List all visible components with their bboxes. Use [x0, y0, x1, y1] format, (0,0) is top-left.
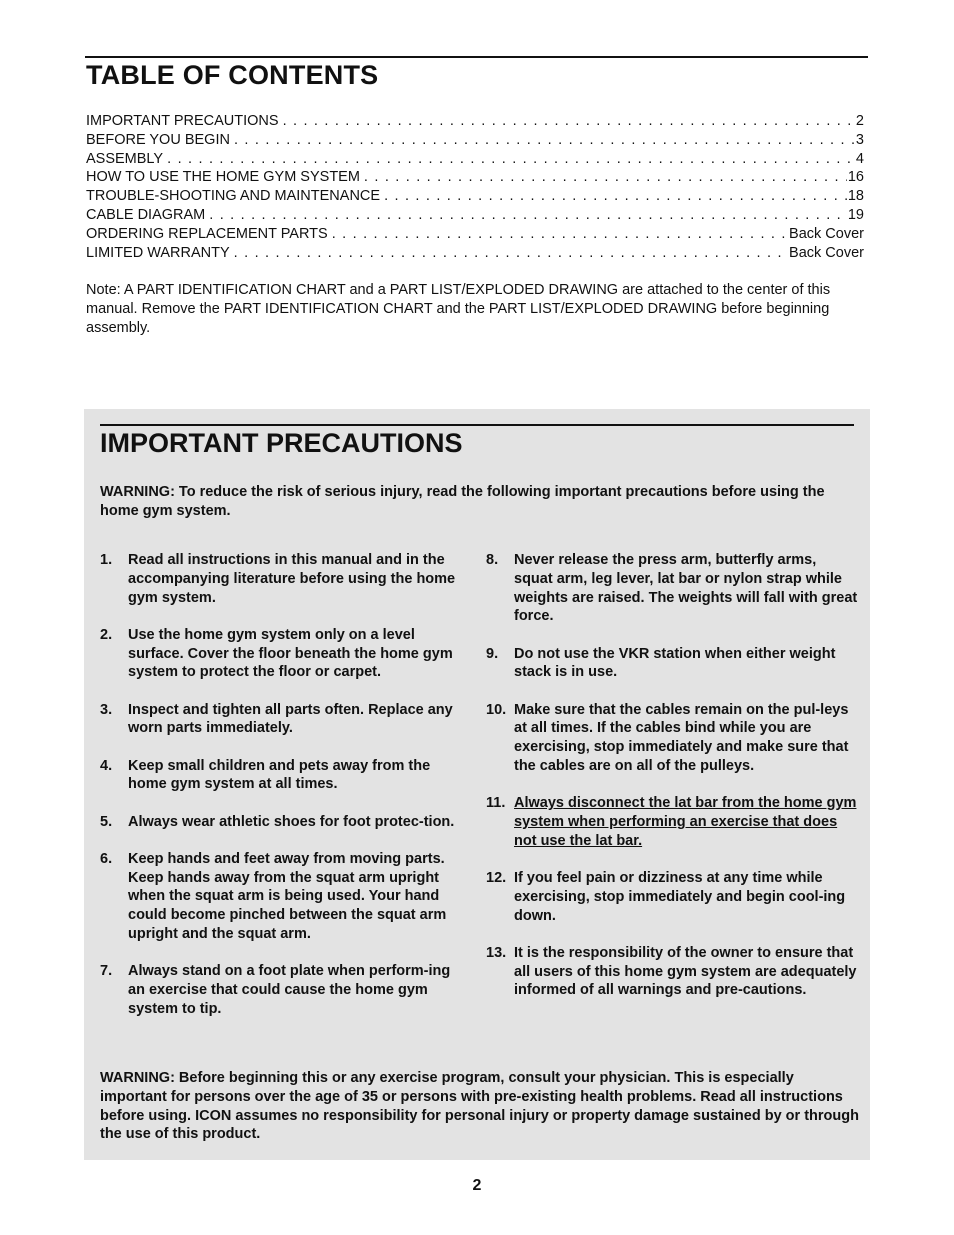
precautions-right-column: [486, 551, 858, 1018]
precaution-item: [486, 944, 858, 1000]
precaution-item: [100, 551, 470, 607]
toc-title: TABLE OF CONTENTS: [86, 60, 379, 90]
warning-bottom: WARNING: Before beginning this or any exercise program, consult your physician. This is especially important for persons over the age of 35 or persons with pre-existing health problems. Read all instructions before using. ICON assumes no responsibility for personal injury or property damage sustained by or through the use of this product.: [100, 1070, 859, 1143]
toc-entry-page: 18: [847, 188, 864, 205]
toc-leader-dots: [234, 131, 855, 150]
warning-top: WARNING: To reduce the risk of serious injury, read the following important precautions before using the home gym system.: [100, 484, 825, 519]
toc-entry[interactable]: [86, 244, 864, 263]
precaution-number: 12.: [486, 869, 507, 886]
precaution-number: 10.: [486, 701, 507, 718]
page-number: 2: [472, 1177, 482, 1194]
toc-entry-label: ASSEMBLY: [86, 150, 167, 169]
precaution-item: [100, 701, 470, 739]
precaution-text-underlined: Always disconnect the lat bar from the home gym system when performing an exercise that does not use the lat bar.: [514, 795, 857, 849]
precaution-number: 4.: [100, 757, 113, 774]
precaution-text: Inspect and tighten all parts often. Replace any worn parts immediately.: [128, 701, 453, 737]
precaution-number: 1.: [100, 552, 113, 568]
precautions-left-column: [100, 551, 470, 1037]
toc-entry-page: 3: [855, 131, 864, 148]
precautions-panel: [84, 409, 870, 1160]
toc-note: Note: A PART IDENTIFICATION CHART and a PART LIST/EXPLODED DRAWING are attached to the center of this manual. Remove the PART IDENTIFICATION CHART and the PART LIST/EXPLODED DRAWING before beginning assembly.: [86, 282, 831, 336]
toc-entry[interactable]: [86, 206, 864, 225]
toc-entry-label: CABLE DIAGRAM: [86, 206, 209, 225]
toc-leader-dots: [167, 150, 855, 169]
toc-entry-page: 2: [855, 113, 864, 129]
toc-entry[interactable]: [86, 131, 864, 150]
toc-entry[interactable]: [86, 168, 864, 187]
toc-leader-dots: [234, 244, 788, 263]
precaution-number: 11.: [486, 795, 506, 812]
toc-entry[interactable]: [86, 225, 864, 244]
precaution-item: [486, 701, 858, 776]
precaution-item: [486, 869, 858, 925]
toc-leader-dots: [209, 206, 847, 225]
precaution-text: Keep hands and feet away from moving parts. Keep hands away from the squat arm upright when the squat arm is being used. Your hand could become pinched between the squat arm upright and the squat arm.: [128, 850, 447, 942]
precaution-item: [100, 757, 470, 795]
toc-entry-page: Back Cover: [789, 244, 864, 261]
toc-leader-dots: [384, 187, 847, 206]
toc-leader-dots: [332, 225, 788, 244]
toc-entry-page: Back Cover: [789, 225, 864, 242]
toc-entry-label: BEFORE YOU BEGIN: [86, 131, 234, 150]
precaution-item: [100, 813, 470, 832]
toc-leader-dots: [283, 112, 855, 131]
precaution-number: 8.: [486, 552, 499, 568]
precaution-item: [100, 962, 470, 1018]
precaution-text: Use the home gym system only on a level surface. Cover the floor beneath the home gym system to protect the floor or carpet.: [128, 626, 453, 681]
toc-entry-page: 19: [847, 206, 864, 223]
precaution-number: 2.: [100, 626, 113, 643]
precaution-item: [486, 551, 858, 626]
precaution-text: Do not use the VKR station when either weight stack is in use.: [514, 645, 836, 681]
precaution-text: Keep small children and pets away from the home gym system at all times.: [128, 757, 431, 793]
precaution-text: Make sure that the cables remain on the pul-leys at all times. If the cables bind while you are exercising, stop immediately and make sure that the cables are on all of the pulleys.: [514, 701, 849, 774]
precaution-number: 7.: [100, 963, 113, 980]
precautions-title: IMPORTANT PRECAUTIONS: [100, 428, 463, 458]
toc-entry-label: LIMITED WARRANTY: [86, 244, 234, 263]
toc-entry[interactable]: [86, 112, 864, 131]
precaution-text: Never release the press arm, butterfly arms, squat arm, leg lever, lat bar or nylon strap while weights are raised. The weights will fall with great force.: [514, 552, 858, 625]
toc-entry[interactable]: [86, 150, 864, 169]
precaution-item: [486, 794, 858, 850]
toc-entry[interactable]: [86, 187, 864, 206]
toc-entry-label: IMPORTANT PRECAUTIONS: [86, 112, 283, 131]
precaution-item: [100, 626, 470, 682]
precaution-number: 9.: [486, 645, 499, 662]
toc-entry-label: ORDERING REPLACEMENT PARTS: [86, 225, 332, 244]
toc-entry-label: HOW TO USE THE HOME GYM SYSTEM: [86, 168, 364, 187]
toc-entry-page: 4: [855, 150, 864, 167]
precaution-text: Always wear athletic shoes for foot protec-tion.: [128, 813, 455, 830]
precaution-text: Always stand on a foot plate when perform-ing an exercise that could cause the home gym system to tip.: [128, 963, 451, 1017]
toc-leader-dots: [364, 168, 847, 187]
precaution-text: It is the responsibility of the owner to ensure that all users of this home gym system are adequately informed of all warnings and pre-cautions.: [514, 944, 857, 999]
precaution-number: 13.: [486, 944, 507, 961]
precaution-text: Read all instructions in this manual and in the accompanying literature before using the home gym system.: [128, 552, 456, 606]
toc-entry-label: TROUBLE-SHOOTING AND MAINTENANCE: [86, 187, 384, 206]
precaution-item: [486, 645, 858, 683]
precaution-item: [100, 850, 470, 944]
toc-entry-page: 16: [847, 169, 864, 186]
precaution-number: 6.: [100, 850, 113, 867]
precaution-text: If you feel pain or dizziness at any time while exercising, stop immediately and begin cool-ing down.: [514, 869, 846, 924]
precaution-number: 5.: [100, 813, 113, 830]
toc-list: [86, 112, 864, 262]
precaution-number: 3.: [100, 701, 113, 718]
